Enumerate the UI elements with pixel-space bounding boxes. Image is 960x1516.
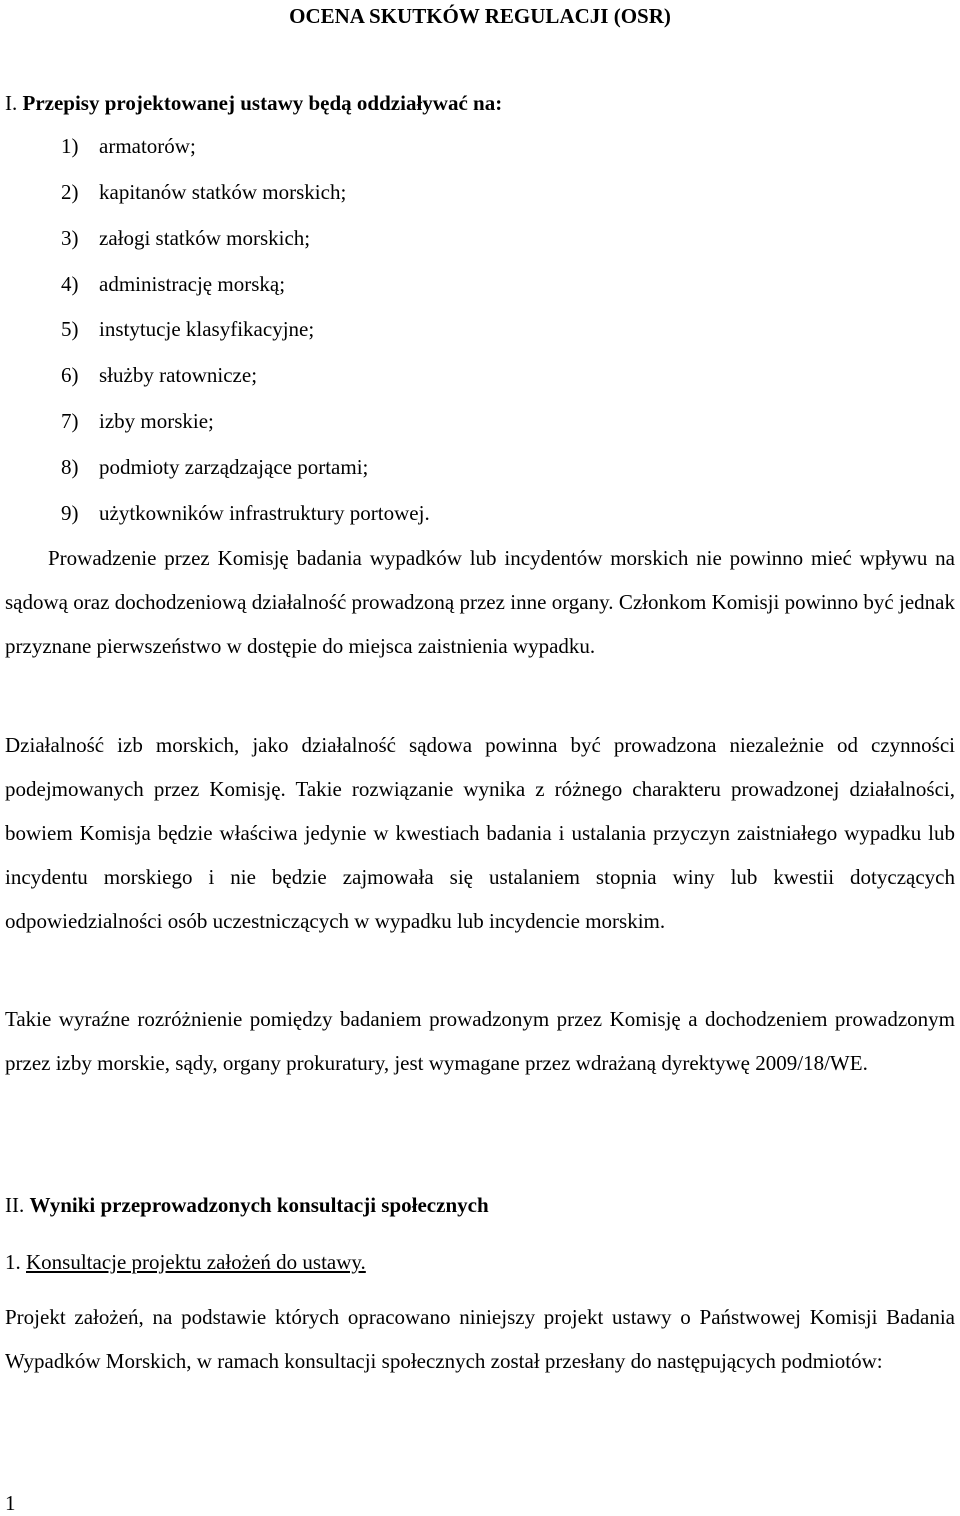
paragraph: Takie wyraźne rozróżnienie pomiędzy badaniem prowadzonym przez Komisję a dochodzeniem prowadzonym przez izby morskie, sądy, organy prokuratury, jest wymagane przez wdrażaną dyrektywę 2009/18/WE. [5, 1007, 955, 1075]
list-item [61, 316, 314, 342]
list-item-text: armatorów; [99, 134, 196, 158]
list-item [61, 500, 430, 526]
section-1-heading [5, 90, 502, 116]
section-1-number: I. [5, 91, 18, 115]
list-item-number: 1) [61, 134, 79, 158]
page-title: OCENA SKUTKÓW REGULACJI (OSR) [289, 4, 671, 28]
paragraph: Projekt założeń, na podstawie których opracowano niniejszy projekt ustawy o Państwowej Komisji Badania Wypadków Morskich, w ramach konsultacji społecznych został przesłany do następujących podmiotów: [5, 1305, 955, 1373]
list-item [61, 454, 368, 480]
list-item-text: administrację morską; [99, 272, 286, 296]
paragraph: Prowadzenie przez Komisję badania wypadków lub incydentów morskich nie powinno mieć wpływu na sądową oraz dochodzeniową działalność prowadzoną przez inne organy. Członkom Komisji powinno być jednak przyznane pierwszeństwo w dostępie do miejsca zaistnienia wypadku. [5, 546, 955, 658]
section-2-heading [5, 1192, 489, 1218]
list-item-number: 2) [61, 180, 79, 204]
list-item-number: 7) [61, 409, 79, 433]
paragraph: Działalność izb morskich, jako działalność sądowa powinna być prowadzona niezależnie od czynności podejmowanych przez Komisję. Takie rozwiązanie wynika z różnego charakteru prowadzonej działalności, bowiem Komisja będzie właściwa jedynie w kwestiach badania i ustalania przyczyn zaistniałego wypadku lub incydentu morskiego i nie będzie zajmowała się ustalaniem stopnia winy lub kwestii dotyczących odpowiedzialności osób uczestniczących w wypadku lub incydencie morskim. [5, 733, 955, 933]
list-item [61, 133, 196, 159]
list-item [61, 408, 214, 434]
section-2-title: Wyniki przeprowadzonych konsultacji społecznych [29, 1193, 489, 1217]
list-item-text: załogi statków morskich; [99, 226, 311, 250]
list-item-number: 3) [61, 226, 79, 250]
section-2-number: II. [5, 1193, 25, 1217]
subsection-number: 1. [5, 1250, 21, 1274]
list-item-number: 6) [61, 363, 79, 387]
list-item [61, 362, 257, 388]
list-item-text: kapitanów statków morskich; [99, 180, 347, 204]
list-item-number: 8) [61, 455, 79, 479]
list-item [61, 271, 285, 297]
subsection-heading [5, 1249, 366, 1275]
list-item-number: 5) [61, 317, 79, 341]
list-item-text: służby ratownicze; [99, 363, 258, 387]
list-item-number: 9) [61, 501, 79, 525]
list-item [61, 225, 310, 251]
list-item-text: izby morskie; [99, 409, 214, 433]
subsection-title: Konsultacje projektu założeń do ustawy. [26, 1250, 366, 1274]
list-item-text: podmioty zarządzające portami; [99, 455, 369, 479]
list-item-text: instytucje klasyfikacyjne; [99, 317, 315, 341]
list-item-text: użytkowników infrastruktury portowej. [99, 501, 430, 525]
section-1-title: Przepisy projektowanej ustawy będą oddziaływać na: [22, 91, 503, 115]
list-item [61, 179, 346, 205]
list-item-number: 4) [61, 272, 79, 296]
page-number: 1 [5, 1491, 16, 1515]
